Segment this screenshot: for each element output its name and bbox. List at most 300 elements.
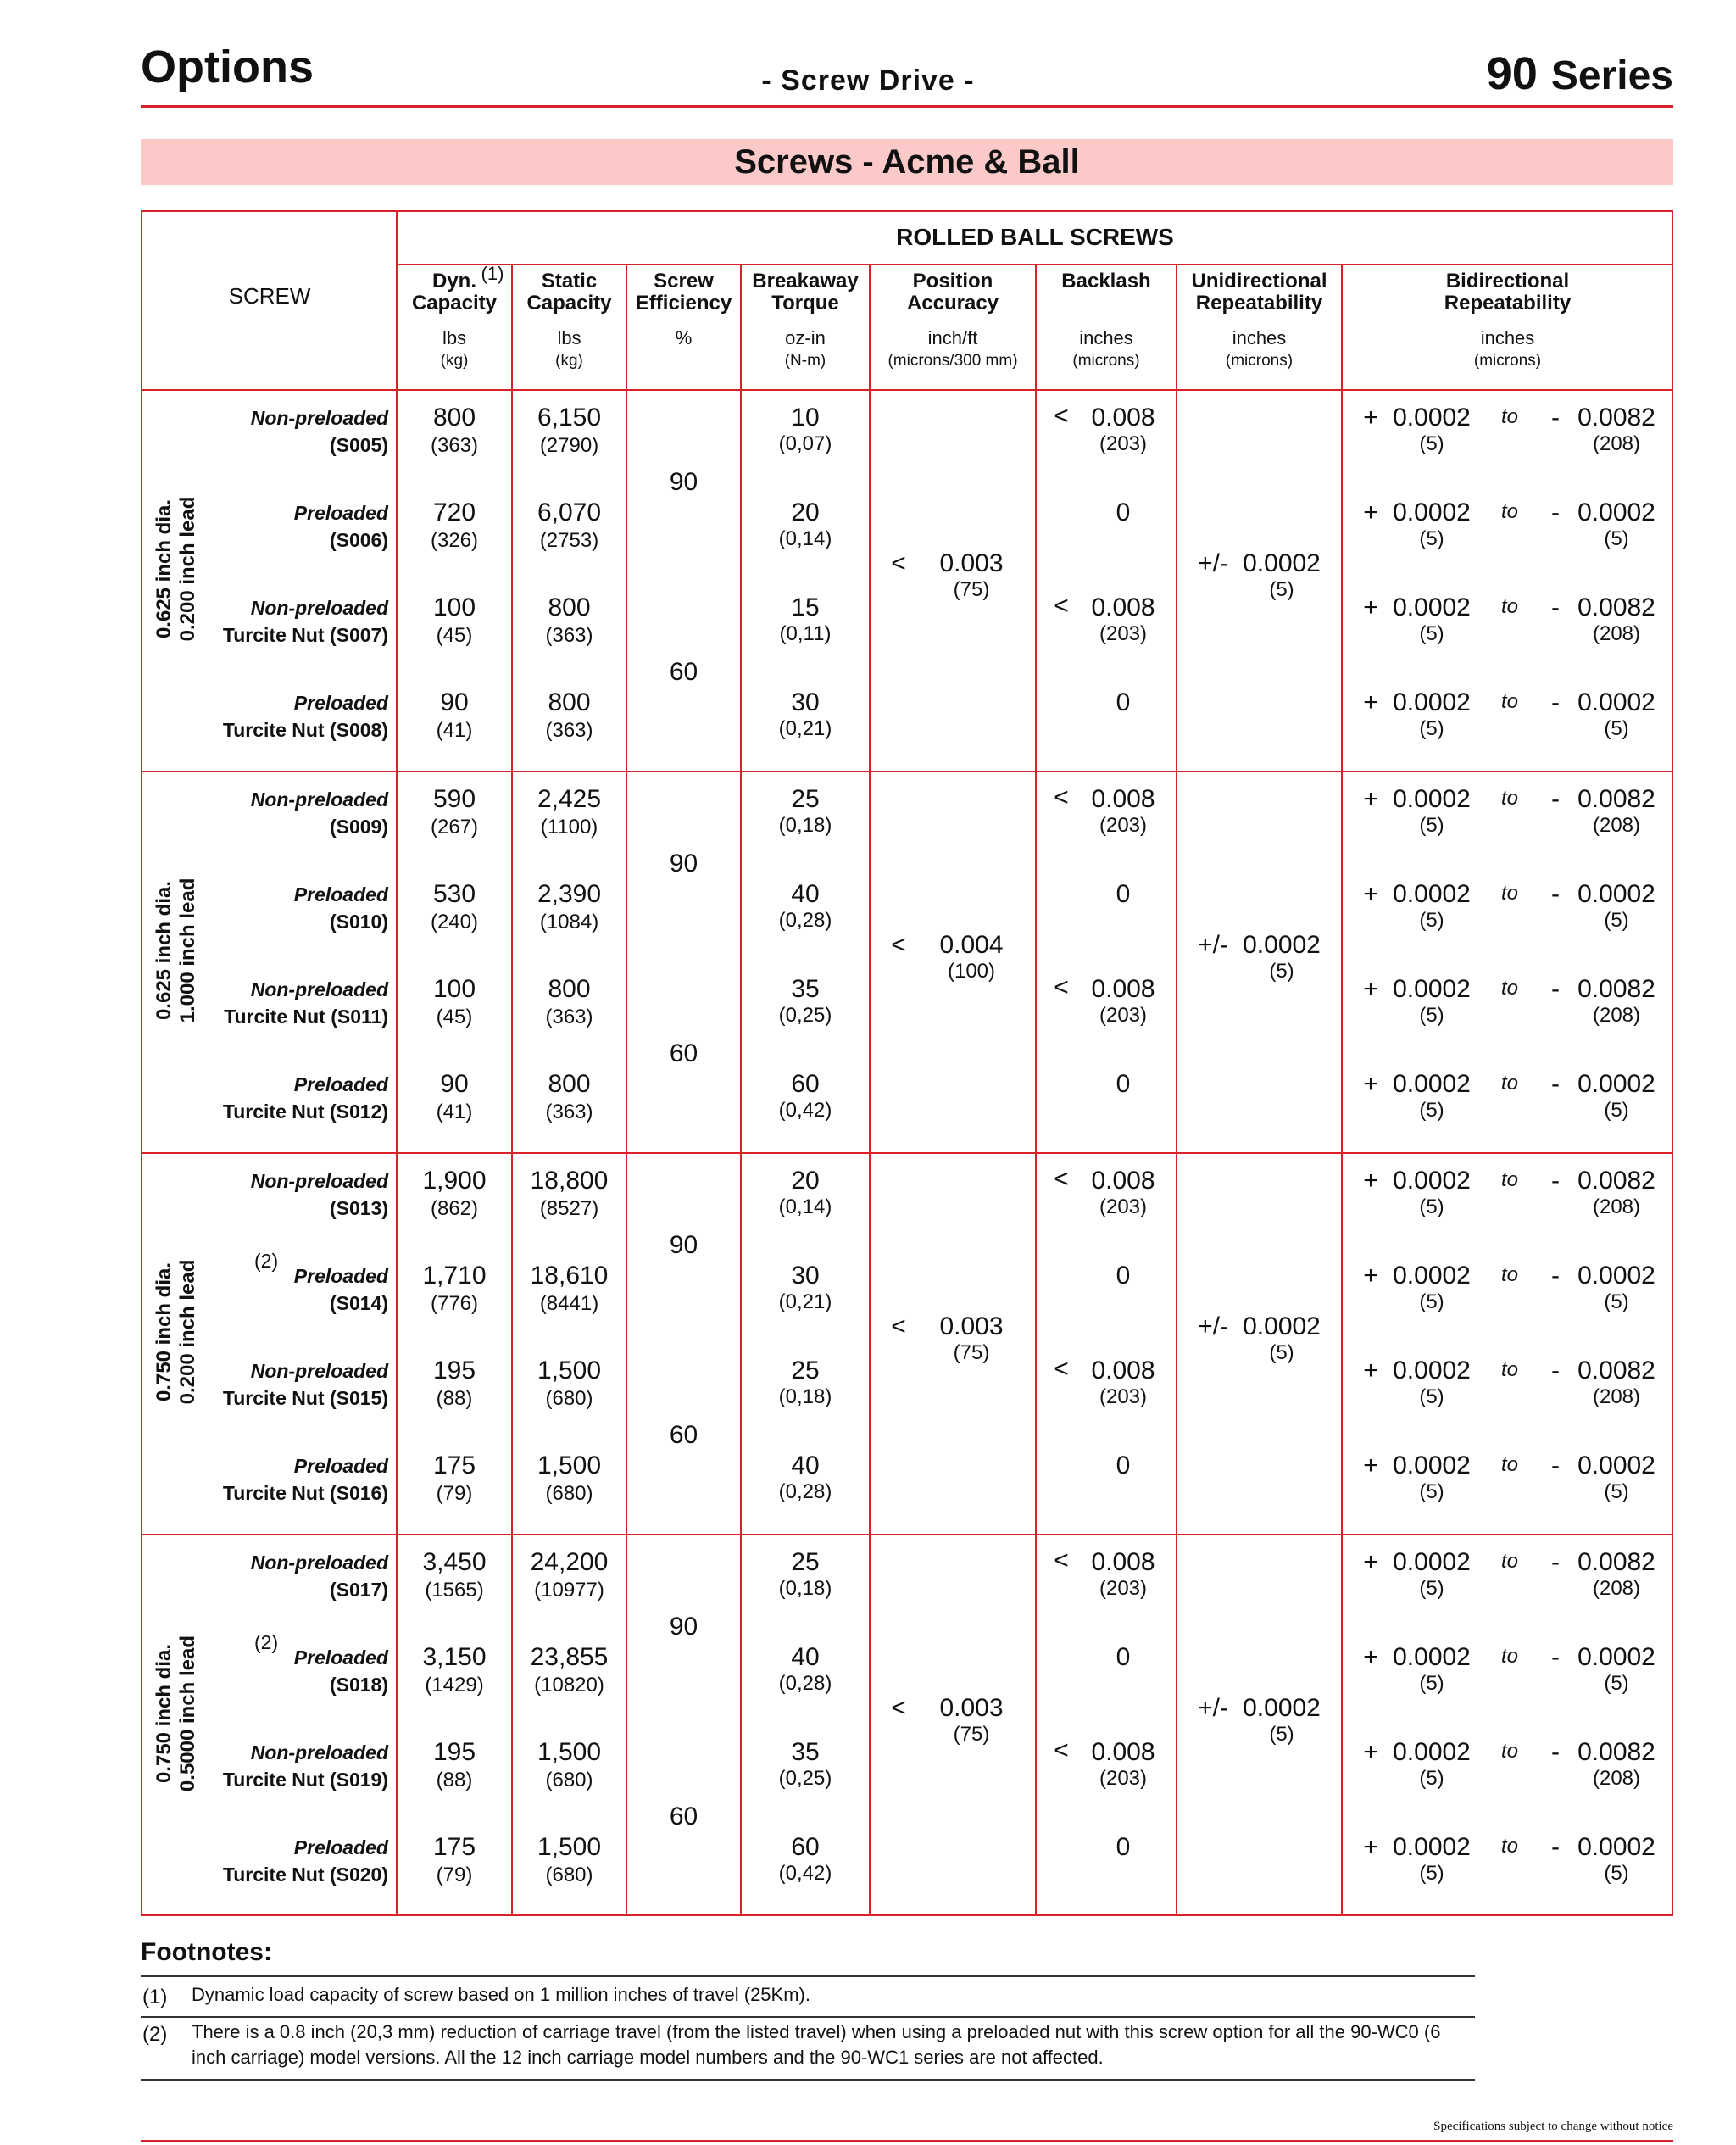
minus-sign: - bbox=[1551, 1451, 1560, 1479]
uni-repeat-metric: (5) bbox=[1269, 960, 1294, 983]
column-unit: lbs bbox=[442, 327, 467, 348]
minus-sign: - bbox=[1551, 785, 1560, 813]
to-word: to bbox=[1500, 977, 1518, 1000]
dyn-capacity-value: 90 bbox=[440, 688, 469, 716]
dyn-capacity-value: 1,710 bbox=[422, 1262, 487, 1290]
plus-sign: + bbox=[1363, 1548, 1378, 1576]
position-accuracy-metric: (75) bbox=[953, 1723, 990, 1746]
bidir-minus-value: 0.0082 bbox=[1577, 1548, 1655, 1576]
bidir-minus-value: 0.0082 bbox=[1577, 1167, 1655, 1195]
bidir-minus-value: 0.0082 bbox=[1577, 975, 1655, 1003]
bidir-plus-metric: (5) bbox=[1419, 1767, 1444, 1790]
position-accuracy-metric: (100) bbox=[947, 960, 996, 983]
dyn-capacity-metric: (267) bbox=[430, 816, 479, 838]
footer-rule bbox=[141, 2140, 1673, 2142]
static-capacity-metric: (680) bbox=[545, 1482, 593, 1505]
breakaway-torque-value: 40 bbox=[791, 1451, 820, 1479]
static-capacity-metric: (10977) bbox=[534, 1579, 604, 1602]
backlash-value: 0 bbox=[1116, 1643, 1131, 1671]
to-word: to bbox=[1500, 1168, 1518, 1191]
screw-type-label: Non-preloaded bbox=[250, 407, 388, 429]
accuracy-symbol: < bbox=[891, 1312, 906, 1340]
column-header-line2: Repeatability bbox=[1444, 292, 1572, 315]
screw-type-label: Non-preloaded bbox=[250, 1741, 388, 1763]
static-capacity-value: 2,390 bbox=[537, 880, 602, 908]
column-unit-metric: (microns) bbox=[1473, 352, 1542, 370]
section-title: Screws - Acme & Ball bbox=[141, 139, 1673, 185]
screw-size-label-lead: 0.5000 inch lead bbox=[176, 1635, 199, 1792]
screw-type-label: Preloaded bbox=[293, 1265, 388, 1287]
dyn-capacity-metric: (88) bbox=[436, 1769, 473, 1791]
to-word: to bbox=[1500, 882, 1518, 905]
bidir-plus-value: 0.0002 bbox=[1393, 1643, 1471, 1671]
minus-sign: - bbox=[1551, 1070, 1560, 1098]
breakaway-torque-value: 15 bbox=[791, 593, 820, 621]
minus-sign: - bbox=[1551, 404, 1560, 432]
backlash-value: 0.008 bbox=[1091, 1738, 1155, 1766]
bidir-minus-metric: (5) bbox=[1604, 527, 1629, 550]
breakaway-torque-value: 40 bbox=[791, 1643, 820, 1671]
bidir-plus-value: 0.0002 bbox=[1393, 785, 1471, 813]
footnote-ref-2: (2) bbox=[254, 1631, 279, 1653]
column-header-line1: Position bbox=[912, 270, 993, 292]
screw-type-label: Preloaded bbox=[293, 1455, 388, 1477]
uni-repeat-metric: (5) bbox=[1269, 1341, 1294, 1364]
dyn-capacity-value: 720 bbox=[432, 499, 476, 526]
static-capacity-metric: (1100) bbox=[540, 816, 598, 838]
screw-code-label: (S005) bbox=[329, 434, 388, 456]
static-capacity-value: 23,855 bbox=[530, 1643, 609, 1671]
breakaway-torque-value: 25 bbox=[791, 785, 820, 813]
bidir-minus-metric: (5) bbox=[1604, 1290, 1629, 1313]
column-divider bbox=[1035, 265, 1037, 1916]
to-word: to bbox=[1500, 787, 1518, 810]
static-capacity-value: 6,150 bbox=[537, 404, 602, 432]
footnote-rule-middle bbox=[141, 2016, 1475, 2018]
position-accuracy-value: 0.003 bbox=[939, 1694, 1004, 1722]
minus-sign: - bbox=[1551, 1738, 1560, 1766]
plus-sign: + bbox=[1363, 593, 1378, 621]
screw-type-label: Non-preloaded bbox=[250, 788, 388, 811]
screw-code-label: Turcite Nut (S012) bbox=[222, 1100, 388, 1123]
column-unit: lbs bbox=[557, 327, 581, 348]
backlash-value: 0 bbox=[1116, 1451, 1131, 1479]
bidir-plus-metric: (5) bbox=[1419, 1480, 1444, 1503]
bidir-plus-value: 0.0002 bbox=[1393, 1262, 1471, 1290]
backlash-value: 0.008 bbox=[1091, 975, 1155, 1003]
dyn-capacity-metric: (79) bbox=[436, 1482, 473, 1505]
static-capacity-metric: (1084) bbox=[539, 911, 599, 933]
uni-repeat-symbol: +/- bbox=[1198, 1694, 1228, 1722]
bidir-plus-value: 0.0002 bbox=[1393, 1833, 1471, 1861]
breakaway-torque-metric: (0,18) bbox=[778, 1577, 832, 1600]
breakaway-torque-metric: (0,28) bbox=[778, 1480, 832, 1503]
backlash-value: 0 bbox=[1116, 499, 1131, 526]
dyn-capacity-metric: (326) bbox=[430, 529, 479, 552]
minus-sign: - bbox=[1551, 975, 1560, 1003]
screw-code-label: Turcite Nut (S007) bbox=[222, 624, 388, 646]
position-accuracy-metric: (75) bbox=[953, 1341, 990, 1364]
breakaway-torque-value: 40 bbox=[791, 880, 820, 908]
screw-size-label-dia: 0.750 inch dia. bbox=[153, 1262, 175, 1402]
footnote-2-text: There is a 0.8 inch (20,3 mm) reduction of carriage travel (from the listed travel) when using a preloaded nut with this screw option for all the 90-WC0 (6 inch carriage) model versions. All the 12 inch carriage model numbers and the 90-WC1 series are not affected. bbox=[192, 2021, 1441, 2068]
backlash-symbol: < bbox=[1054, 1165, 1069, 1193]
footnote-2-number: (2) bbox=[142, 2023, 168, 2046]
breakaway-torque-metric: (0,11) bbox=[779, 622, 832, 645]
screw-type-label: Preloaded bbox=[293, 502, 388, 524]
static-capacity-metric: (363) bbox=[545, 719, 593, 742]
bidir-plus-value: 0.0002 bbox=[1393, 975, 1471, 1003]
breakaway-torque-metric: (0,18) bbox=[778, 1385, 832, 1408]
to-word: to bbox=[1500, 500, 1518, 523]
static-capacity-value: 24,200 bbox=[530, 1548, 609, 1576]
static-capacity-value: 800 bbox=[548, 975, 591, 1003]
breakaway-torque-value: 60 bbox=[791, 1070, 820, 1098]
to-word: to bbox=[1500, 405, 1518, 428]
screw-code-label: Turcite Nut (S019) bbox=[222, 1769, 388, 1791]
bidir-minus-metric: (5) bbox=[1604, 1862, 1629, 1885]
dyn-capacity-metric: (88) bbox=[436, 1387, 473, 1410]
bidir-minus-value: 0.0002 bbox=[1577, 1451, 1655, 1479]
breakaway-torque-metric: (0,28) bbox=[778, 1672, 832, 1695]
accuracy-symbol: < bbox=[891, 549, 906, 577]
dyn-capacity-metric: (45) bbox=[436, 1006, 473, 1028]
screw-efficiency-value: 60 bbox=[669, 658, 698, 686]
screw-efficiency-value: 90 bbox=[669, 468, 698, 496]
minus-sign: - bbox=[1551, 499, 1560, 526]
screw-code-label: (S006) bbox=[329, 529, 388, 551]
header-rule bbox=[141, 105, 1673, 108]
backlash-metric: (203) bbox=[1099, 622, 1148, 645]
column-divider bbox=[1176, 265, 1177, 1916]
screw-size-label-lead: 0.200 inch lead bbox=[176, 496, 199, 642]
footer-note: Specifications subject to change without notice bbox=[1433, 2120, 1673, 2133]
bidir-minus-value: 0.0082 bbox=[1577, 1357, 1655, 1384]
footnote-1-text: Dynamic load capacity of screw based on 1 million inches of travel (25Km). bbox=[192, 1984, 810, 2005]
to-word: to bbox=[1500, 1740, 1518, 1763]
accuracy-symbol: < bbox=[891, 931, 906, 959]
screw-type-label: Preloaded bbox=[293, 692, 388, 714]
bidir-minus-metric: (5) bbox=[1604, 1480, 1629, 1503]
dyn-capacity-metric: (41) bbox=[436, 1100, 473, 1123]
bidir-minus-value: 0.0002 bbox=[1577, 499, 1655, 526]
bidir-plus-metric: (5) bbox=[1419, 717, 1444, 740]
bidir-plus-metric: (5) bbox=[1419, 527, 1444, 550]
screw-size-label-dia: 0.750 inch dia. bbox=[153, 1643, 175, 1784]
breakaway-torque-metric: (0,18) bbox=[778, 814, 832, 837]
dyn-capacity-value: 195 bbox=[432, 1357, 476, 1384]
plus-sign: + bbox=[1363, 975, 1378, 1003]
bidir-minus-value: 0.0002 bbox=[1577, 688, 1655, 716]
backlash-value: 0 bbox=[1116, 688, 1131, 716]
bidir-plus-value: 0.0002 bbox=[1393, 1167, 1471, 1195]
static-capacity-metric: (363) bbox=[545, 624, 593, 647]
breakaway-torque-metric: (0,21) bbox=[778, 717, 832, 740]
static-capacity-metric: (363) bbox=[545, 1006, 593, 1028]
screw-size-label-lead: 1.000 inch lead bbox=[176, 878, 199, 1023]
plus-sign: + bbox=[1363, 404, 1378, 432]
group-header-divider bbox=[397, 264, 1673, 265]
screw-type-label: Non-preloaded bbox=[250, 1360, 388, 1382]
dyn-capacity-metric: (1429) bbox=[425, 1674, 484, 1696]
screw-efficiency-value: 60 bbox=[669, 1039, 698, 1067]
static-capacity-metric: (8441) bbox=[539, 1292, 599, 1315]
bidir-minus-metric: (208) bbox=[1592, 622, 1641, 645]
to-word: to bbox=[1500, 1835, 1518, 1858]
position-accuracy-value: 0.003 bbox=[939, 549, 1004, 577]
dyn-capacity-value: 195 bbox=[432, 1738, 476, 1766]
bidir-plus-metric: (5) bbox=[1419, 1862, 1444, 1885]
screw-type-label: Preloaded bbox=[293, 1646, 388, 1669]
column-unit: inches bbox=[1079, 327, 1133, 348]
dyn-capacity-value: 175 bbox=[432, 1451, 476, 1479]
minus-sign: - bbox=[1551, 688, 1560, 716]
screw-code-label: Turcite Nut (S015) bbox=[222, 1387, 388, 1409]
backlash-metric: (203) bbox=[1099, 1004, 1148, 1027]
bidir-plus-metric: (5) bbox=[1419, 909, 1444, 932]
dyn-capacity-value: 100 bbox=[432, 975, 476, 1003]
breakaway-torque-value: 30 bbox=[791, 688, 820, 716]
bidir-plus-metric: (5) bbox=[1419, 1290, 1444, 1313]
column-header-line1: Dyn. bbox=[431, 270, 476, 292]
plus-sign: + bbox=[1363, 1167, 1378, 1195]
breakaway-torque-value: 35 bbox=[791, 1738, 820, 1766]
series-word: Series bbox=[1550, 53, 1673, 98]
minus-sign: - bbox=[1551, 1357, 1560, 1384]
to-word: to bbox=[1500, 595, 1518, 618]
backlash-symbol: < bbox=[1054, 1355, 1069, 1383]
to-word: to bbox=[1500, 1453, 1518, 1476]
dyn-capacity-value: 3,450 bbox=[422, 1548, 487, 1576]
screw-type-label: Preloaded bbox=[293, 1073, 388, 1095]
minus-sign: - bbox=[1551, 1548, 1560, 1576]
bidir-plus-value: 0.0002 bbox=[1393, 880, 1471, 908]
minus-sign: - bbox=[1551, 880, 1560, 908]
column-header-line1: Breakaway bbox=[752, 270, 859, 292]
dyn-capacity-metric: (776) bbox=[430, 1292, 479, 1315]
breakaway-torque-value: 20 bbox=[791, 1167, 820, 1195]
to-word: to bbox=[1500, 690, 1518, 713]
breakaway-torque-metric: (0,07) bbox=[778, 432, 832, 455]
column-header-line1: Unidirectional bbox=[1191, 270, 1327, 292]
backlash-value: 0.008 bbox=[1091, 1548, 1155, 1576]
column-unit-metric: (microns) bbox=[1072, 352, 1140, 370]
bidir-plus-value: 0.0002 bbox=[1393, 1451, 1471, 1479]
dyn-capacity-value: 3,150 bbox=[422, 1643, 487, 1671]
dyn-capacity-value: 100 bbox=[432, 593, 476, 621]
column-unit-metric: (microns/300 mm) bbox=[887, 352, 1018, 370]
screw-type-label: Non-preloaded bbox=[250, 978, 388, 1000]
to-word: to bbox=[1500, 1072, 1518, 1095]
bidir-plus-value: 0.0002 bbox=[1393, 1357, 1471, 1384]
column-unit: % bbox=[675, 327, 693, 348]
page-title: Options bbox=[141, 42, 314, 92]
bidir-plus-value: 0.0002 bbox=[1393, 1070, 1471, 1098]
backlash-value: 0 bbox=[1116, 880, 1131, 908]
plus-sign: + bbox=[1363, 1738, 1378, 1766]
bidir-minus-metric: (208) bbox=[1592, 432, 1641, 455]
screw-size-label-lead: 0.200 inch lead bbox=[176, 1259, 199, 1405]
backlash-value: 0.008 bbox=[1091, 593, 1155, 621]
bidir-plus-metric: (5) bbox=[1419, 1577, 1444, 1600]
column-unit-metric: (kg) bbox=[555, 352, 583, 370]
static-capacity-metric: (680) bbox=[545, 1387, 593, 1410]
bidir-plus-metric: (5) bbox=[1419, 1195, 1444, 1218]
backlash-value: 0 bbox=[1116, 1262, 1131, 1290]
backlash-metric: (203) bbox=[1099, 1385, 1148, 1408]
static-capacity-value: 1,500 bbox=[537, 1738, 602, 1766]
static-capacity-value: 1,500 bbox=[537, 1833, 602, 1861]
column-header-line2: Capacity bbox=[411, 292, 498, 315]
breakaway-torque-metric: (0,28) bbox=[778, 909, 832, 932]
backlash-symbol: < bbox=[1054, 1736, 1069, 1764]
plus-sign: + bbox=[1363, 1262, 1378, 1290]
bidir-minus-value: 0.0002 bbox=[1577, 1070, 1655, 1098]
position-accuracy-metric: (75) bbox=[953, 578, 990, 601]
bidir-minus-value: 0.0082 bbox=[1577, 404, 1655, 432]
breakaway-torque-metric: (0,14) bbox=[778, 527, 832, 550]
bidir-plus-metric: (5) bbox=[1419, 1099, 1444, 1122]
backlash-metric: (203) bbox=[1099, 814, 1148, 837]
bidir-plus-value: 0.0002 bbox=[1393, 688, 1471, 716]
column-unit-metric: (microns) bbox=[1225, 352, 1294, 370]
bidir-minus-metric: (5) bbox=[1604, 717, 1629, 740]
column-unit-metric: (kg) bbox=[440, 352, 469, 370]
bidir-plus-metric: (5) bbox=[1419, 432, 1444, 455]
accuracy-symbol: < bbox=[891, 1694, 906, 1722]
screw-code-label: Turcite Nut (S016) bbox=[222, 1482, 388, 1504]
uni-repeat-metric: (5) bbox=[1269, 1723, 1294, 1746]
breakaway-torque-value: 20 bbox=[791, 499, 820, 526]
static-capacity-value: 800 bbox=[548, 688, 591, 716]
page-subtitle: - Screw Drive - bbox=[761, 64, 975, 97]
dyn-capacity-value: 90 bbox=[440, 1070, 469, 1098]
breakaway-torque-metric: (0,42) bbox=[778, 1099, 832, 1122]
row-group-divider bbox=[142, 389, 1673, 391]
bidir-minus-value: 0.0002 bbox=[1577, 1833, 1655, 1861]
dyn-capacity-metric: (363) bbox=[430, 434, 479, 457]
screw-code-label: (S013) bbox=[329, 1197, 388, 1219]
breakaway-torque-value: 35 bbox=[791, 975, 820, 1003]
footnote-1-number: (1) bbox=[142, 1986, 168, 2008]
static-capacity-metric: (363) bbox=[545, 1100, 593, 1123]
plus-sign: + bbox=[1363, 688, 1378, 716]
static-capacity-metric: (10820) bbox=[534, 1674, 604, 1696]
minus-sign: - bbox=[1551, 1167, 1560, 1195]
breakaway-torque-value: 30 bbox=[791, 1262, 820, 1290]
column-header-line2: Capacity bbox=[526, 292, 612, 315]
breakaway-torque-metric: (0,25) bbox=[778, 1004, 832, 1027]
footnotes-title: Footnotes: bbox=[141, 1938, 272, 1966]
static-capacity-value: 18,610 bbox=[530, 1262, 609, 1290]
group-header: ROLLED BALL SCREWS bbox=[896, 224, 1174, 250]
bidir-plus-value: 0.0002 bbox=[1393, 1738, 1471, 1766]
bidir-plus-value: 0.0002 bbox=[1393, 499, 1471, 526]
backlash-metric: (203) bbox=[1099, 1577, 1148, 1600]
column-header-line2: Repeatability bbox=[1195, 292, 1323, 315]
backlash-value: 0 bbox=[1116, 1833, 1131, 1861]
spec-table bbox=[141, 210, 1673, 1916]
screw-efficiency-value: 60 bbox=[669, 1802, 698, 1830]
uni-repeat-symbol: +/- bbox=[1198, 549, 1228, 577]
breakaway-torque-metric: (0,42) bbox=[778, 1862, 832, 1885]
static-capacity-value: 6,070 bbox=[537, 499, 602, 526]
dyn-capacity-metric: (240) bbox=[430, 911, 479, 933]
screw-type-label: Preloaded bbox=[293, 1836, 388, 1858]
plus-sign: + bbox=[1363, 499, 1378, 526]
static-capacity-value: 1,500 bbox=[537, 1357, 602, 1384]
bidir-plus-value: 0.0002 bbox=[1393, 593, 1471, 621]
backlash-metric: (203) bbox=[1099, 1195, 1148, 1218]
static-capacity-metric: (8527) bbox=[539, 1197, 599, 1220]
static-capacity-value: 800 bbox=[548, 1070, 591, 1098]
to-word: to bbox=[1500, 1550, 1518, 1573]
bidir-minus-metric: (5) bbox=[1604, 909, 1629, 932]
plus-sign: + bbox=[1363, 1070, 1378, 1098]
breakaway-torque-value: 25 bbox=[791, 1548, 820, 1576]
bidir-minus-value: 0.0082 bbox=[1577, 593, 1655, 621]
dyn-capacity-metric: (41) bbox=[436, 719, 473, 742]
backlash-metric: (203) bbox=[1099, 432, 1148, 455]
backlash-symbol: < bbox=[1054, 973, 1069, 1001]
screw-efficiency-value: 90 bbox=[669, 1231, 698, 1259]
dyn-capacity-metric: (862) bbox=[430, 1197, 479, 1220]
bidir-minus-metric: (208) bbox=[1592, 1385, 1641, 1408]
column-header-line1: Backlash bbox=[1061, 270, 1151, 292]
backlash-value: 0.008 bbox=[1091, 785, 1155, 813]
bidir-minus-metric: (208) bbox=[1592, 814, 1641, 837]
backlash-metric: (203) bbox=[1099, 1767, 1148, 1790]
footnote-ref-2: (2) bbox=[254, 1250, 279, 1272]
screw-code-label: (S010) bbox=[329, 911, 388, 933]
bidir-minus-value: 0.0082 bbox=[1577, 785, 1655, 813]
backlash-symbol: < bbox=[1054, 1546, 1069, 1574]
dyn-capacity-metric: (1565) bbox=[425, 1579, 484, 1602]
plus-sign: + bbox=[1363, 1357, 1378, 1384]
bidir-minus-metric: (208) bbox=[1592, 1577, 1641, 1600]
minus-sign: - bbox=[1551, 1262, 1560, 1290]
to-word: to bbox=[1500, 1645, 1518, 1668]
to-word: to bbox=[1500, 1358, 1518, 1381]
screw-type-label: Non-preloaded bbox=[250, 1170, 388, 1192]
breakaway-torque-value: 25 bbox=[791, 1357, 820, 1384]
static-capacity-metric: (2790) bbox=[539, 434, 599, 457]
to-word: to bbox=[1500, 1263, 1518, 1286]
minus-sign: - bbox=[1551, 1833, 1560, 1861]
plus-sign: + bbox=[1363, 1643, 1378, 1671]
screw-code-label: (S018) bbox=[329, 1674, 388, 1696]
series-label bbox=[1487, 47, 1673, 100]
screw-header: SCREW bbox=[228, 283, 311, 309]
bidir-minus-value: 0.0002 bbox=[1577, 1643, 1655, 1671]
static-capacity-value: 2,425 bbox=[537, 785, 602, 813]
breakaway-torque-metric: (0,21) bbox=[778, 1290, 832, 1313]
footnote-ref-1: (1) bbox=[481, 263, 504, 284]
dyn-capacity-metric: (45) bbox=[436, 624, 473, 647]
footnote-rule-bottom bbox=[141, 2079, 1475, 2081]
screw-code-label: (S009) bbox=[329, 816, 388, 838]
bidir-minus-metric: (208) bbox=[1592, 1004, 1641, 1027]
backlash-symbol: < bbox=[1054, 592, 1069, 620]
dyn-capacity-value: 800 bbox=[432, 404, 476, 432]
dyn-capacity-value: 175 bbox=[432, 1833, 476, 1861]
column-unit: inches bbox=[1480, 327, 1535, 348]
screw-code-label: Turcite Nut (S020) bbox=[222, 1864, 388, 1886]
row-group-divider bbox=[142, 1534, 1673, 1535]
bidir-plus-metric: (5) bbox=[1419, 1385, 1444, 1408]
static-capacity-metric: (680) bbox=[545, 1864, 593, 1886]
bidir-minus-metric: (208) bbox=[1592, 1195, 1641, 1218]
